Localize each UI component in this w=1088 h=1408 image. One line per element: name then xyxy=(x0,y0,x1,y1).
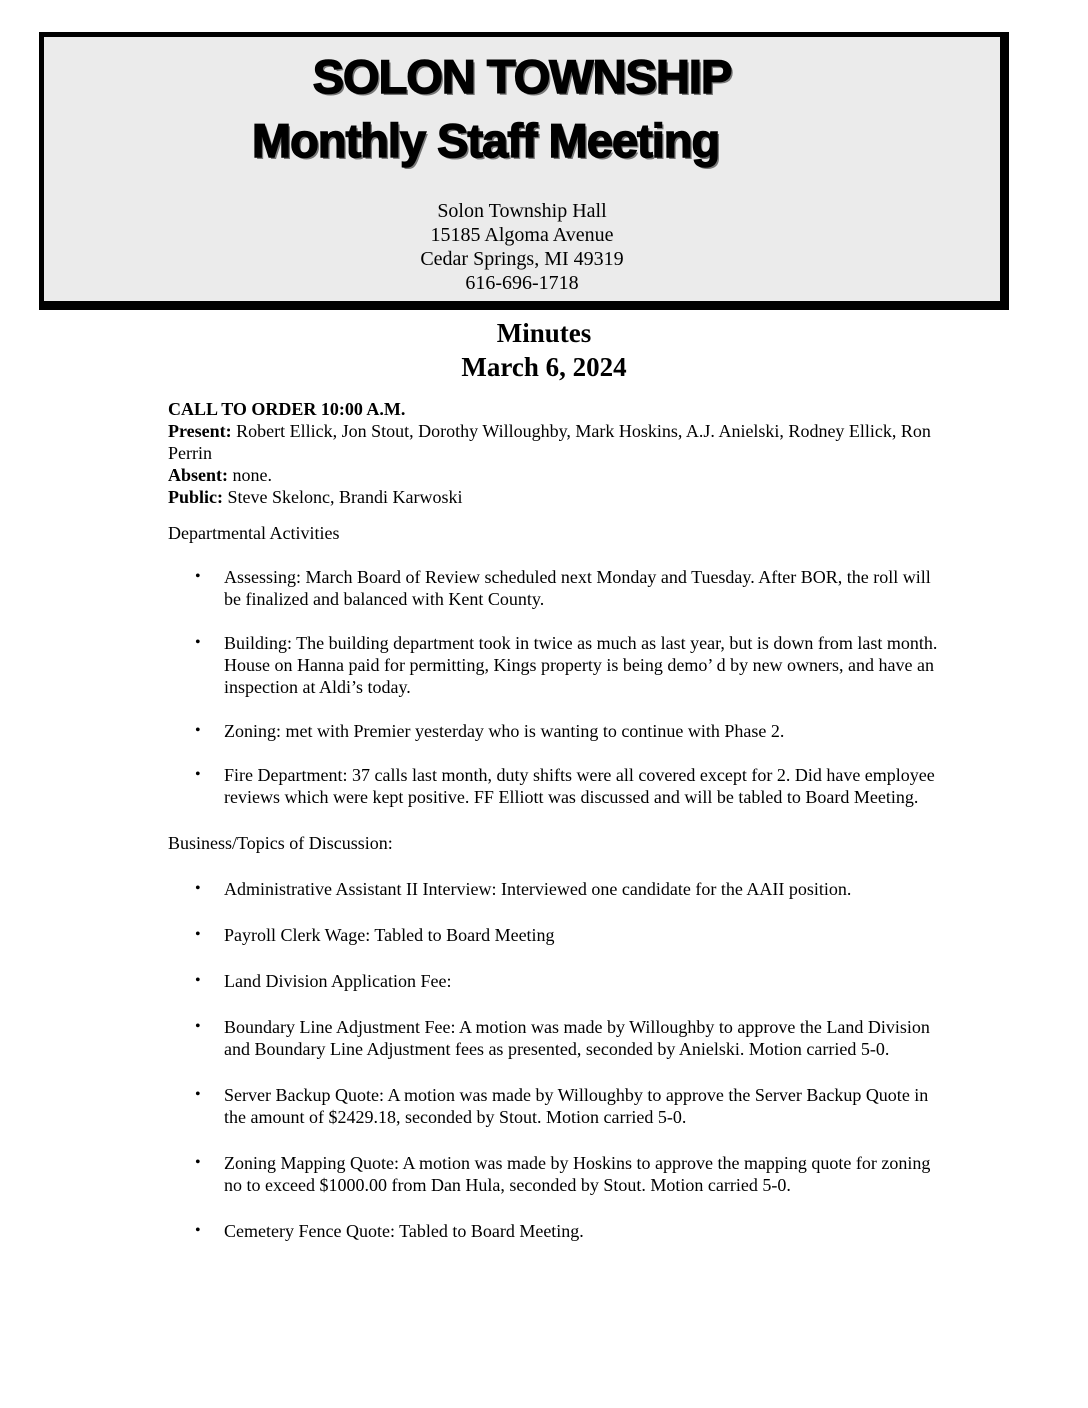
present-text: Robert Ellick, Jon Stout, Dorothy Willoughby, Mark Hoskins, A.J. Anielski, Rodney Ellick, Ron Perrin xyxy=(168,421,931,463)
list-item-text: Zoning Mapping Quote: A motion was made by Hoskins to approve the mapping quote for zoning no to exceed $1000.00 from Dan Hula, seconded by Stout. Motion carried 5-0. xyxy=(224,1153,931,1195)
bullet-icon: • xyxy=(195,972,201,989)
list-item xyxy=(168,1084,948,1128)
minutes-date: March 6, 2024 xyxy=(461,352,627,382)
list-item-text: Server Backup Quote: A motion was made by Willoughby to approve the Server Backup Quote in the amount of $2429.18, seconded by Stout. Motion carried 5-0. xyxy=(224,1085,929,1127)
departmental-heading: Departmental Activities xyxy=(168,523,340,543)
bullet-icon: • xyxy=(195,1222,201,1239)
list-item xyxy=(168,566,948,610)
address-line: 15185 Algoma Avenue xyxy=(430,224,614,246)
bullet-icon: • xyxy=(195,926,201,943)
list-item-text: Payroll Clerk Wage: Tabled to Board Meeting xyxy=(224,925,555,945)
list-item-text: Administrative Assistant II Interview: Interviewed one candidate for the AAII position. xyxy=(224,879,852,899)
departmental-list xyxy=(168,566,948,808)
list-item xyxy=(168,924,948,946)
list-item-text: Zoning: met with Premier yesterday who is wanting to continue with Phase 2. xyxy=(224,721,785,741)
address-line: Solon Township Hall xyxy=(437,200,607,222)
present-label: Present: xyxy=(168,421,232,441)
business-heading: Business/Topics of Discussion: xyxy=(168,833,393,853)
absent-label: Absent: xyxy=(168,465,229,485)
minutes-body xyxy=(168,398,948,1242)
absent-line xyxy=(168,464,948,486)
list-item-text: Building: The building department took in twice as much as last year, but is down from last month. House on Hanna paid for permitting, Kings property is being demo’ d by new owners, and have an inspection at Aldi’s today. xyxy=(224,633,938,697)
public-text: Steve Skelonc, Brandi Karwoski xyxy=(223,487,463,507)
header-box xyxy=(39,32,1009,310)
present-line xyxy=(168,420,948,464)
bullet-icon: • xyxy=(195,880,201,897)
public-line xyxy=(168,486,948,508)
bullet-icon: • xyxy=(195,722,201,739)
bullet-icon: • xyxy=(195,1154,201,1171)
bullet-icon: • xyxy=(195,568,201,585)
bullet-icon: • xyxy=(195,634,201,651)
list-item xyxy=(168,1016,948,1060)
absent-text: none. xyxy=(228,465,273,485)
list-item xyxy=(168,1220,948,1242)
township-title: SOLON TOWNSHIP xyxy=(312,50,732,103)
list-item-text: Assessing: March Board of Review scheduled next Monday and Tuesday. After BOR, the roll will be finalized and balanced with Kent County. xyxy=(224,567,931,609)
list-item-text: Fire Department: 37 calls last month, duty shifts were all covered except for 2. Did have employee reviews which were kept positive. FF Elliott was discussed and will be tabled to Board Meeting. xyxy=(224,765,935,807)
call-to-order: CALL TO ORDER 10:00 A.M. xyxy=(168,399,406,419)
list-item-text: Boundary Line Adjustment Fee: A motion was made by Willoughby to approve the Land Division and Boundary Line Adjustment fees as presented, seconded by Anielski. Motion carried 5-0. xyxy=(224,1017,930,1059)
meeting-title: Monthly Staff Meeting xyxy=(252,114,720,167)
public-label: Public: xyxy=(168,487,224,507)
list-item xyxy=(168,764,948,808)
list-item xyxy=(168,720,948,742)
phone-number: 616-696-1718 xyxy=(465,272,579,294)
business-list xyxy=(168,878,948,1242)
minutes-heading xyxy=(0,316,1088,384)
bullet-icon: • xyxy=(195,766,201,783)
bullet-icon: • xyxy=(195,1086,201,1103)
bullet-icon: • xyxy=(195,1018,201,1035)
list-item xyxy=(168,970,948,992)
minutes-title: Minutes xyxy=(496,318,592,348)
list-item xyxy=(168,1152,948,1196)
list-item-text: Cemetery Fence Quote: Tabled to Board Meeting. xyxy=(224,1221,584,1241)
address-block xyxy=(44,199,1000,295)
list-item xyxy=(168,632,948,698)
list-item xyxy=(168,878,948,900)
address-line: Cedar Springs, MI 49319 xyxy=(420,248,624,270)
list-item-text: Land Division Application Fee: xyxy=(224,971,452,991)
